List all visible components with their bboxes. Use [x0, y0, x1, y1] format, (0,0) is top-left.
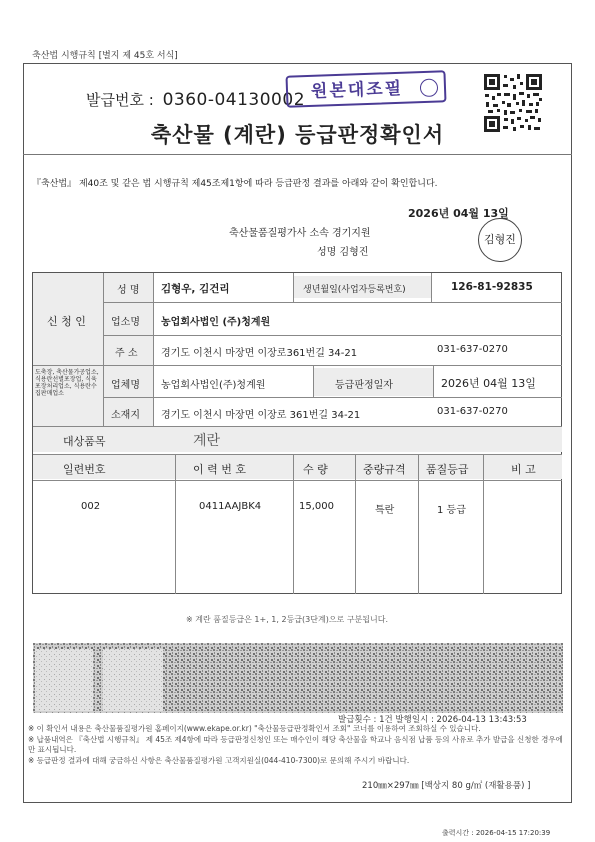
col-line — [431, 273, 432, 302]
issue-label: 발급번호 : — [86, 91, 154, 109]
col-line — [483, 454, 484, 594]
applicant-section-label: 신 청 인 — [47, 315, 86, 328]
applicant-phone: 031-637-0270 — [437, 344, 508, 355]
issue-statistics: 발급횟수 : 1건 발행일시 : 2026-04-13 13:43:53 — [338, 715, 527, 725]
business-company: 농업회사법인(주)청계원 — [161, 380, 266, 391]
address-label: 주 소 — [115, 348, 138, 359]
seal-text: 김형진 — [484, 233, 516, 246]
col-header-qty: 수 량 — [303, 463, 328, 476]
col-header-serial: 일련번호 — [63, 463, 106, 476]
col-line — [313, 365, 314, 397]
inspector-affiliation: 축산물품질평가사 소속 경기지원 — [229, 228, 371, 239]
col-header-trace: 이 력 번 호 — [193, 463, 246, 476]
stamp-text: 원본대조필 — [310, 78, 404, 102]
company-name: 농업회사법인 (주)청계원 — [161, 317, 271, 328]
col-line — [355, 454, 356, 594]
footer-note: ※ 등급판정 결과에 대해 궁금하신 사항은 축산물품질평가원 고객지원실(044-410-7300)로 문의해 주시기 바랍니다. — [28, 756, 410, 765]
inspector-seal — [478, 218, 522, 262]
form-label: 축산법 시행규칙 [별지 제 45호 서식] — [32, 51, 178, 61]
product-row-shade — [33, 426, 562, 452]
company-label: 업소명 — [111, 317, 140, 328]
title-divider — [23, 154, 572, 155]
row-serial: 002 — [81, 501, 101, 512]
business-address-label: 소재지 — [111, 410, 140, 421]
issue-number-line — [86, 89, 305, 110]
col-line — [175, 454, 176, 594]
row-quantity: 15,000 — [299, 501, 334, 512]
applicant-name: 김형우, 김건리 — [161, 283, 230, 295]
col-header-weight: 중량규격 — [363, 463, 406, 476]
paper-spec: 210㎜×297㎜ [백상지 80 g/㎡ (재활용품) ] — [362, 781, 531, 791]
business-address: 경기도 이천시 마장면 이장로 361번길 34-21 — [161, 410, 361, 421]
inspector-name: 성명 김형진 — [317, 247, 369, 258]
footer-note: ※ 납품내역은 『축산법 시행규칙』 제 45조 제4항에 따라 등급판정신청인 또는 매수인이 해당 축산물을 학교나 음식점 납품 등의 사유로 추가 발급을 신청한 경우에만 표시됩니다. — [28, 735, 563, 754]
row-grade: 1 등급 — [437, 505, 466, 516]
product-label: 대상품목 — [63, 435, 106, 448]
statement-text: 『축산법』 제40조 및 같은 법 시행규칙 제45조제1항에 따라 등급판정 결과를 아래와 같이 확인합니다. — [32, 179, 438, 189]
grading-date-label: 등급판정일자 — [335, 380, 393, 391]
issue-date: 2026년 04월 13일 — [408, 207, 509, 220]
col-line — [153, 273, 154, 426]
grade-note: ※ 계란 품질등급은 1+, 1, 2등급(3단계)으로 구분됩니다. — [186, 615, 388, 624]
row-weight: 특란 — [375, 505, 395, 516]
col-line — [293, 454, 294, 594]
security-pattern-icon — [33, 643, 563, 713]
certificate-table — [32, 272, 562, 594]
business-section-label: 도축장, 축산물가공업소, 식용란선별포장업, 식육포장처리업소, 식용란수집판매업소 — [35, 369, 99, 397]
col-line — [103, 273, 104, 426]
row-trace-number: 0411AAJBK4 — [199, 501, 262, 512]
issue-number: 0360-04130002 — [162, 90, 306, 110]
row-line — [103, 335, 562, 336]
col-header-remarks: 비 고 — [511, 463, 536, 476]
footer-note: ※ 이 확인서 내용은 축산물품질평가원 홈페이지(www.ekape.or.kr) "축산물등급판정확인서 조회" 코너를 이용하여 조회하실 수 있습니다. — [28, 724, 481, 733]
grading-date: 2026년 04월 13일 — [441, 377, 536, 390]
business-company-label: 업체명 — [111, 380, 140, 391]
row-line — [33, 365, 562, 366]
col-line — [418, 454, 419, 594]
print-time: 출력시간 : 2026-04-15 17:20:39 — [442, 829, 551, 837]
row-line — [33, 426, 562, 427]
document-title: 축산물 (계란) 등급판정확인서 — [150, 123, 445, 147]
row-line — [103, 397, 562, 398]
birth-value: 126-81-92835 — [451, 281, 533, 293]
col-line — [293, 273, 294, 302]
applicant-name-label: 성 명 — [117, 285, 140, 296]
business-phone: 031-637-0270 — [437, 406, 508, 417]
applicant-address: 경기도 이천시 마장면 이장로361번길 34-21 — [161, 348, 358, 359]
birth-label: 생년월일(사업자등록번호) — [303, 285, 406, 295]
col-line — [433, 365, 434, 397]
stamp-circle-icon — [420, 78, 439, 97]
product-value: 계란 — [193, 433, 221, 449]
original-verified-stamp — [285, 70, 446, 108]
footer-notes — [28, 724, 568, 767]
row-line — [103, 302, 562, 303]
col-header-grade: 품질등급 — [426, 463, 469, 476]
